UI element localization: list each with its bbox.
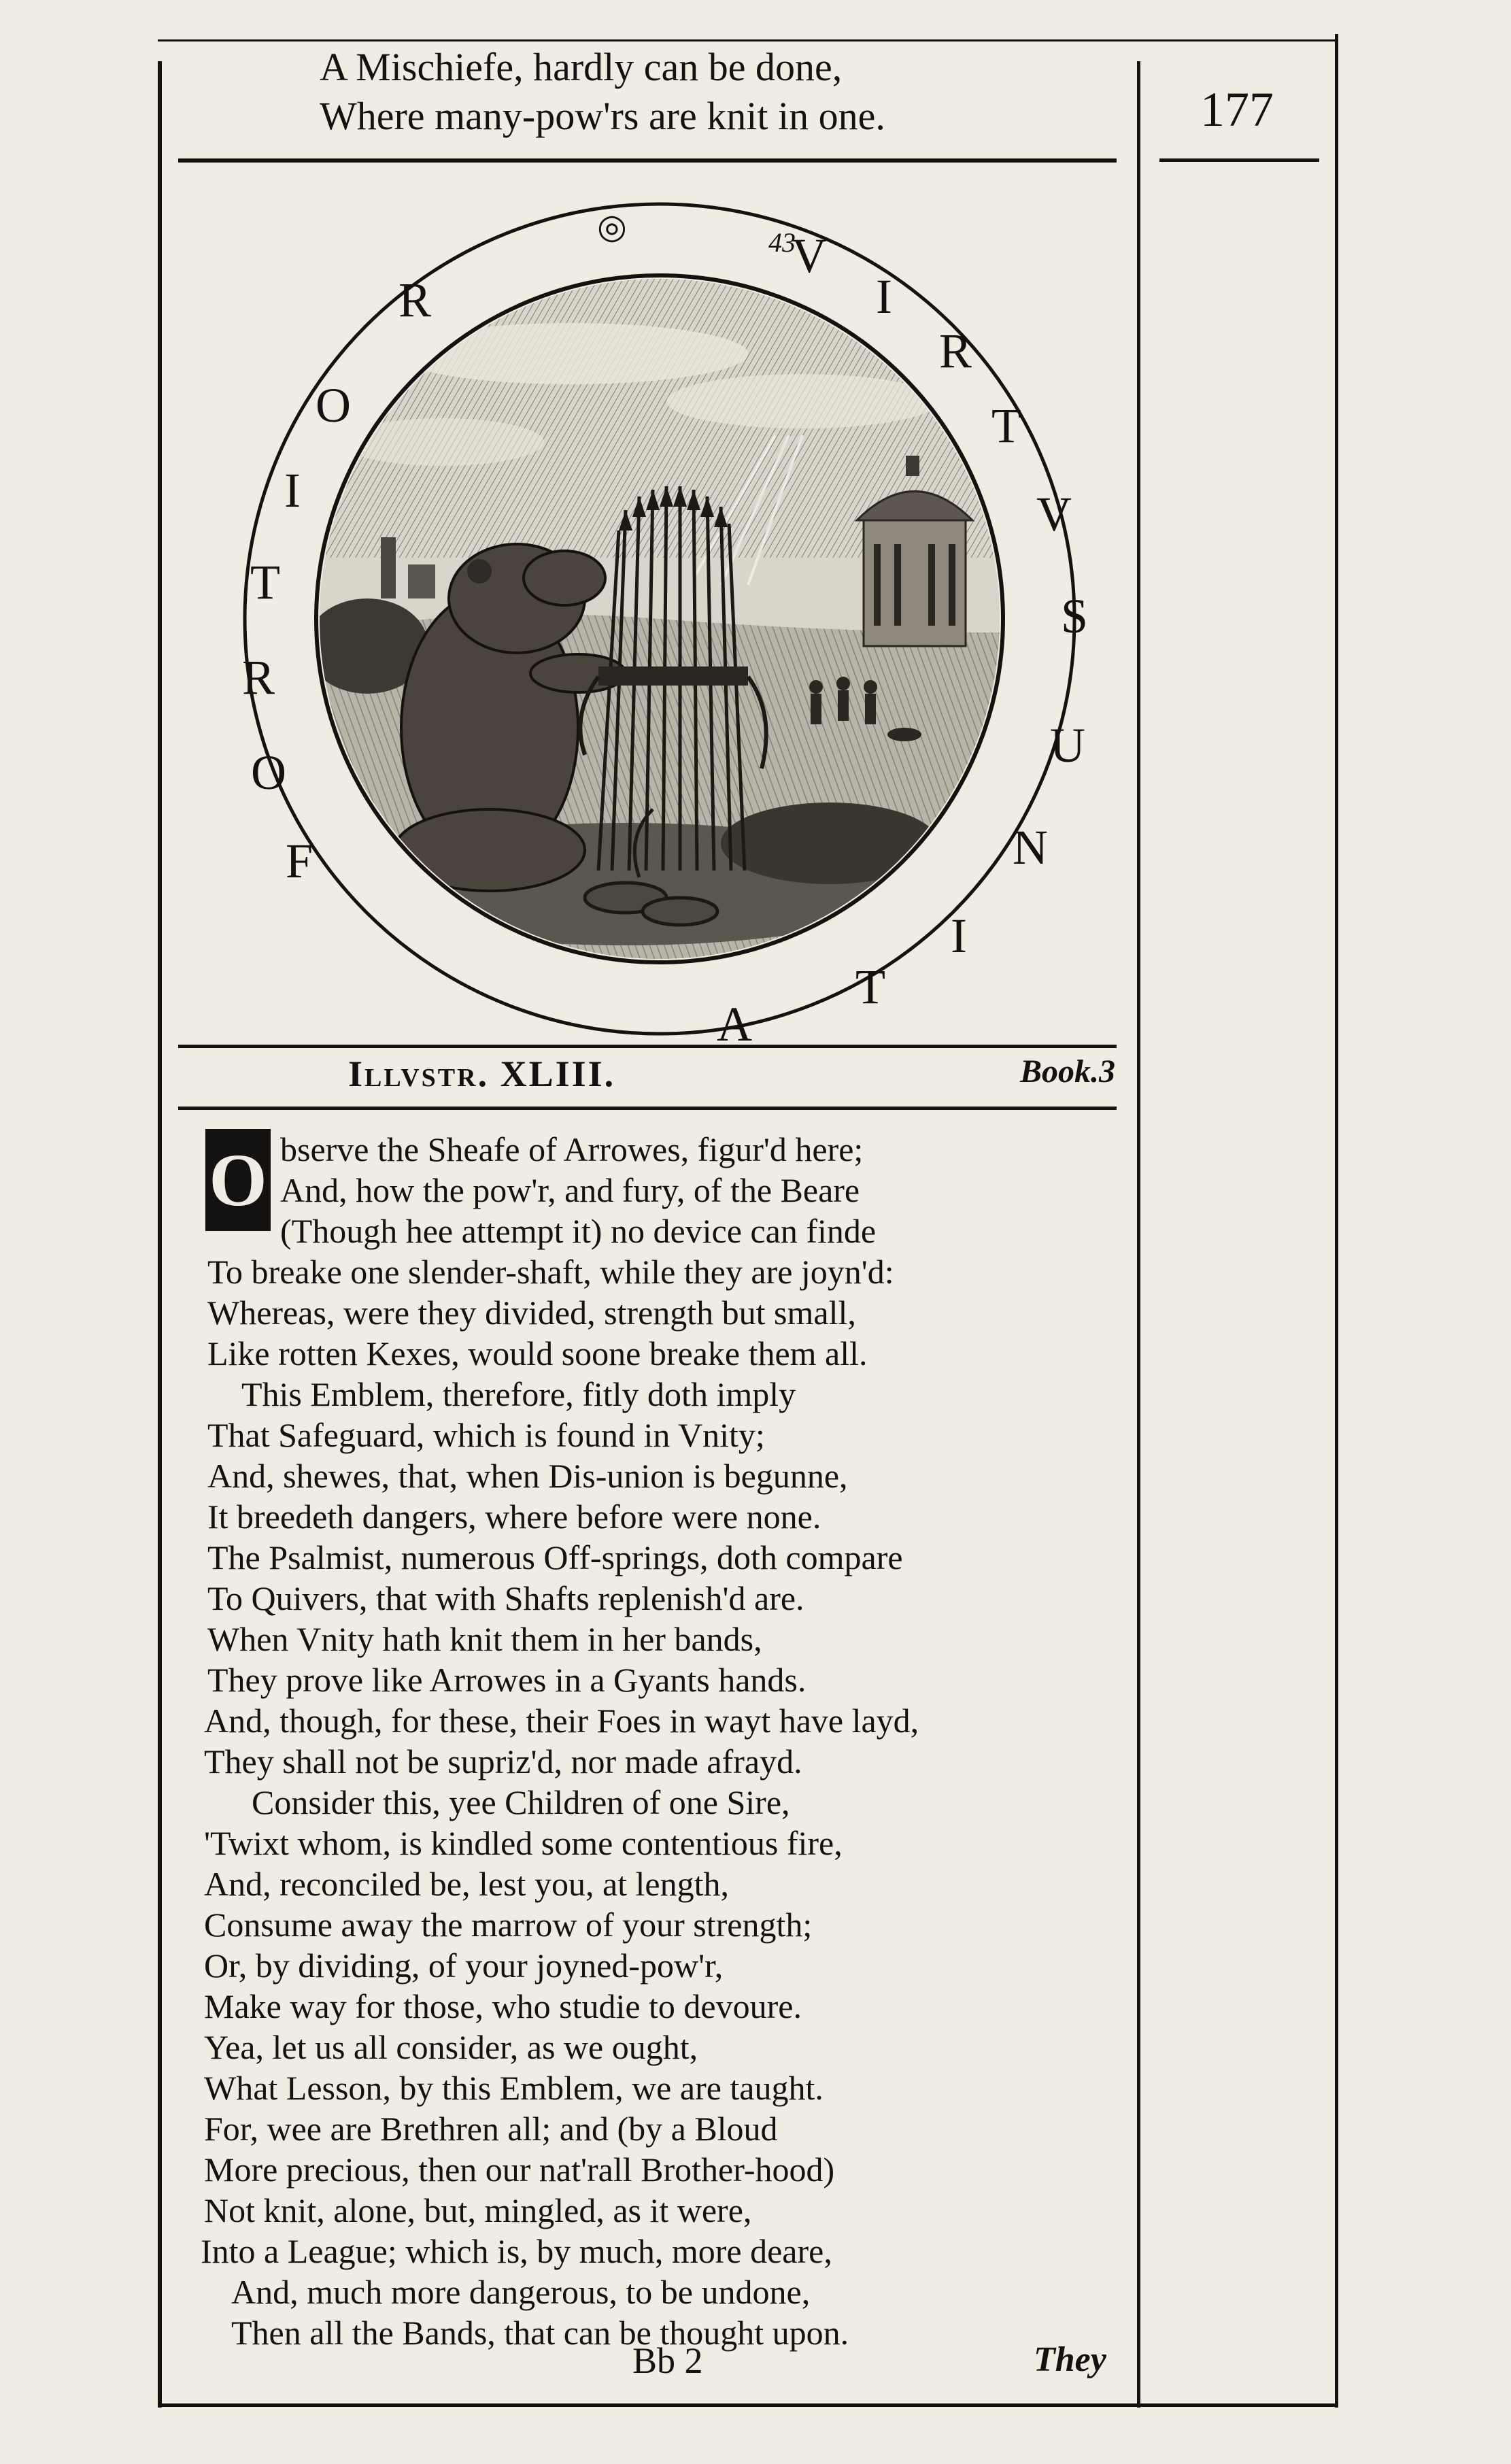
svg-text:T: T [250,555,280,609]
poem-line: And, much more dangerous, to be undone, [231,2273,811,2311]
svg-text:A: A [717,997,752,1051]
poem-line: They prove like Arrowes in a Gyants hands. [207,1661,807,1699]
svg-text:T: T [855,960,885,1014]
poem-line: And, shewes, that, when Dis-union is begunne, [207,1457,848,1495]
poem-line: (Though hee attempt it) no device can finde [280,1212,877,1250]
poem-line: Consider this, yee Children of one Sire, [252,1783,790,1821]
svg-text:I: I [284,463,301,518]
svg-text:I: I [951,909,967,963]
margin-header-rule [1159,158,1319,162]
poem-line: What Lesson, by this Emblem, we are taught. [204,2069,824,2107]
emblem-heading [0,1053,1511,1100]
poem-line: 'Twixt whom, is kindled some contentious fire, [204,1824,843,1862]
svg-text:V: V [792,229,827,283]
svg-text:I: I [876,269,892,324]
svg-text:◎: ◎ [597,207,627,246]
emblem-engraving [218,197,1102,1054]
poem-line: bserve the Sheafe of Arrowes, figur'd here; [280,1130,864,1168]
svg-text:V: V [1036,487,1072,541]
header-rule [178,158,1117,163]
poem-line: Consume away the marrow of your strength; [204,1906,813,1944]
bottom-rule [158,2403,1338,2407]
frame-left-rule [158,61,162,2408]
poem-line: Then all the Bands, that can be thought upon. [231,2314,849,2352]
signature-mark: Bb 2 [632,2340,703,2381]
poem-line: And, though, for these, their Foes in wayt have layd, [204,1702,919,1740]
frame-right-rule [1335,34,1338,2408]
svg-text:T: T [991,399,1021,453]
poem-line: The Psalmist, numerous Off-springs, doth compare [207,1538,903,1576]
svg-text:U: U [1050,718,1085,773]
top-rule [158,39,1338,41]
poem-line: That Safeguard, which is found in Vnity; [207,1416,765,1454]
page-number: 177 [1200,82,1274,137]
emblem-image [218,197,1102,1054]
svg-text:R: R [398,273,432,327]
svg-text:R: R [241,650,275,705]
poem-line: And, how the pow'r, and fury, of the Beare [280,1171,860,1209]
poem-line: Not knit, alone, but, mingled, as it were, [204,2191,752,2229]
svg-text:43: 43 [768,227,796,258]
poem-line: This Emblem, therefore, fitly doth imply [241,1375,796,1413]
poem-line: It breedeth dangers, where before were none. [207,1498,821,1536]
poem-line: Make way for those, who studie to devoure. [204,1987,802,2025]
motto-line-2: Where many-pow'rs are knit in one. [320,94,885,138]
poem-line: Into a League; which is, by much, more deare, [201,2232,832,2270]
svg-text:O: O [251,745,286,800]
poem-line: They shall not be supriz'd, nor made afrayd. [204,1742,802,1781]
poem-line: Whereas, were they divided, strength but small, [207,1294,856,1332]
poem-line: Yea, let us all consider, as we ought, [204,2028,698,2066]
catchword: They [1034,2340,1106,2379]
frame-column-rule [1137,61,1140,2408]
illustration-number: Illvstr. XLIII. [348,1053,616,1094]
svg-text:R: R [938,324,972,378]
poem-line: More precious, then our nat'rall Brother-hood) [204,2150,835,2189]
drop-capital: O [205,1129,271,1231]
poem-line: For, wee are Brethren all; and (by a Bloud [204,2110,778,2148]
poem-line: When Vnity hath knit them in her bands, [207,1620,762,1658]
svg-text:F: F [285,834,313,888]
motto-line-1: A Mischiefe, hardly can be done, [320,45,843,89]
poem-line: Like rotten Kexes, would soone breake them all. [207,1334,868,1372]
heading-bottom-rule [178,1107,1117,1110]
poem-line: Or, by dividing, of your joyned-pow'r, [204,1946,724,1985]
poem-line: To Quivers, that with Shafts replenish'd are. [207,1579,804,1617]
svg-text:N: N [1013,820,1048,875]
svg-text:O: O [316,378,351,433]
poem-line: To breake one slender-shaft, while they are joyn'd: [207,1253,894,1291]
svg-text:S: S [1060,589,1089,643]
poem-line: And, reconciled be, lest you, at length, [204,1865,729,1903]
book-number: Book.3 [1020,1053,1116,1090]
